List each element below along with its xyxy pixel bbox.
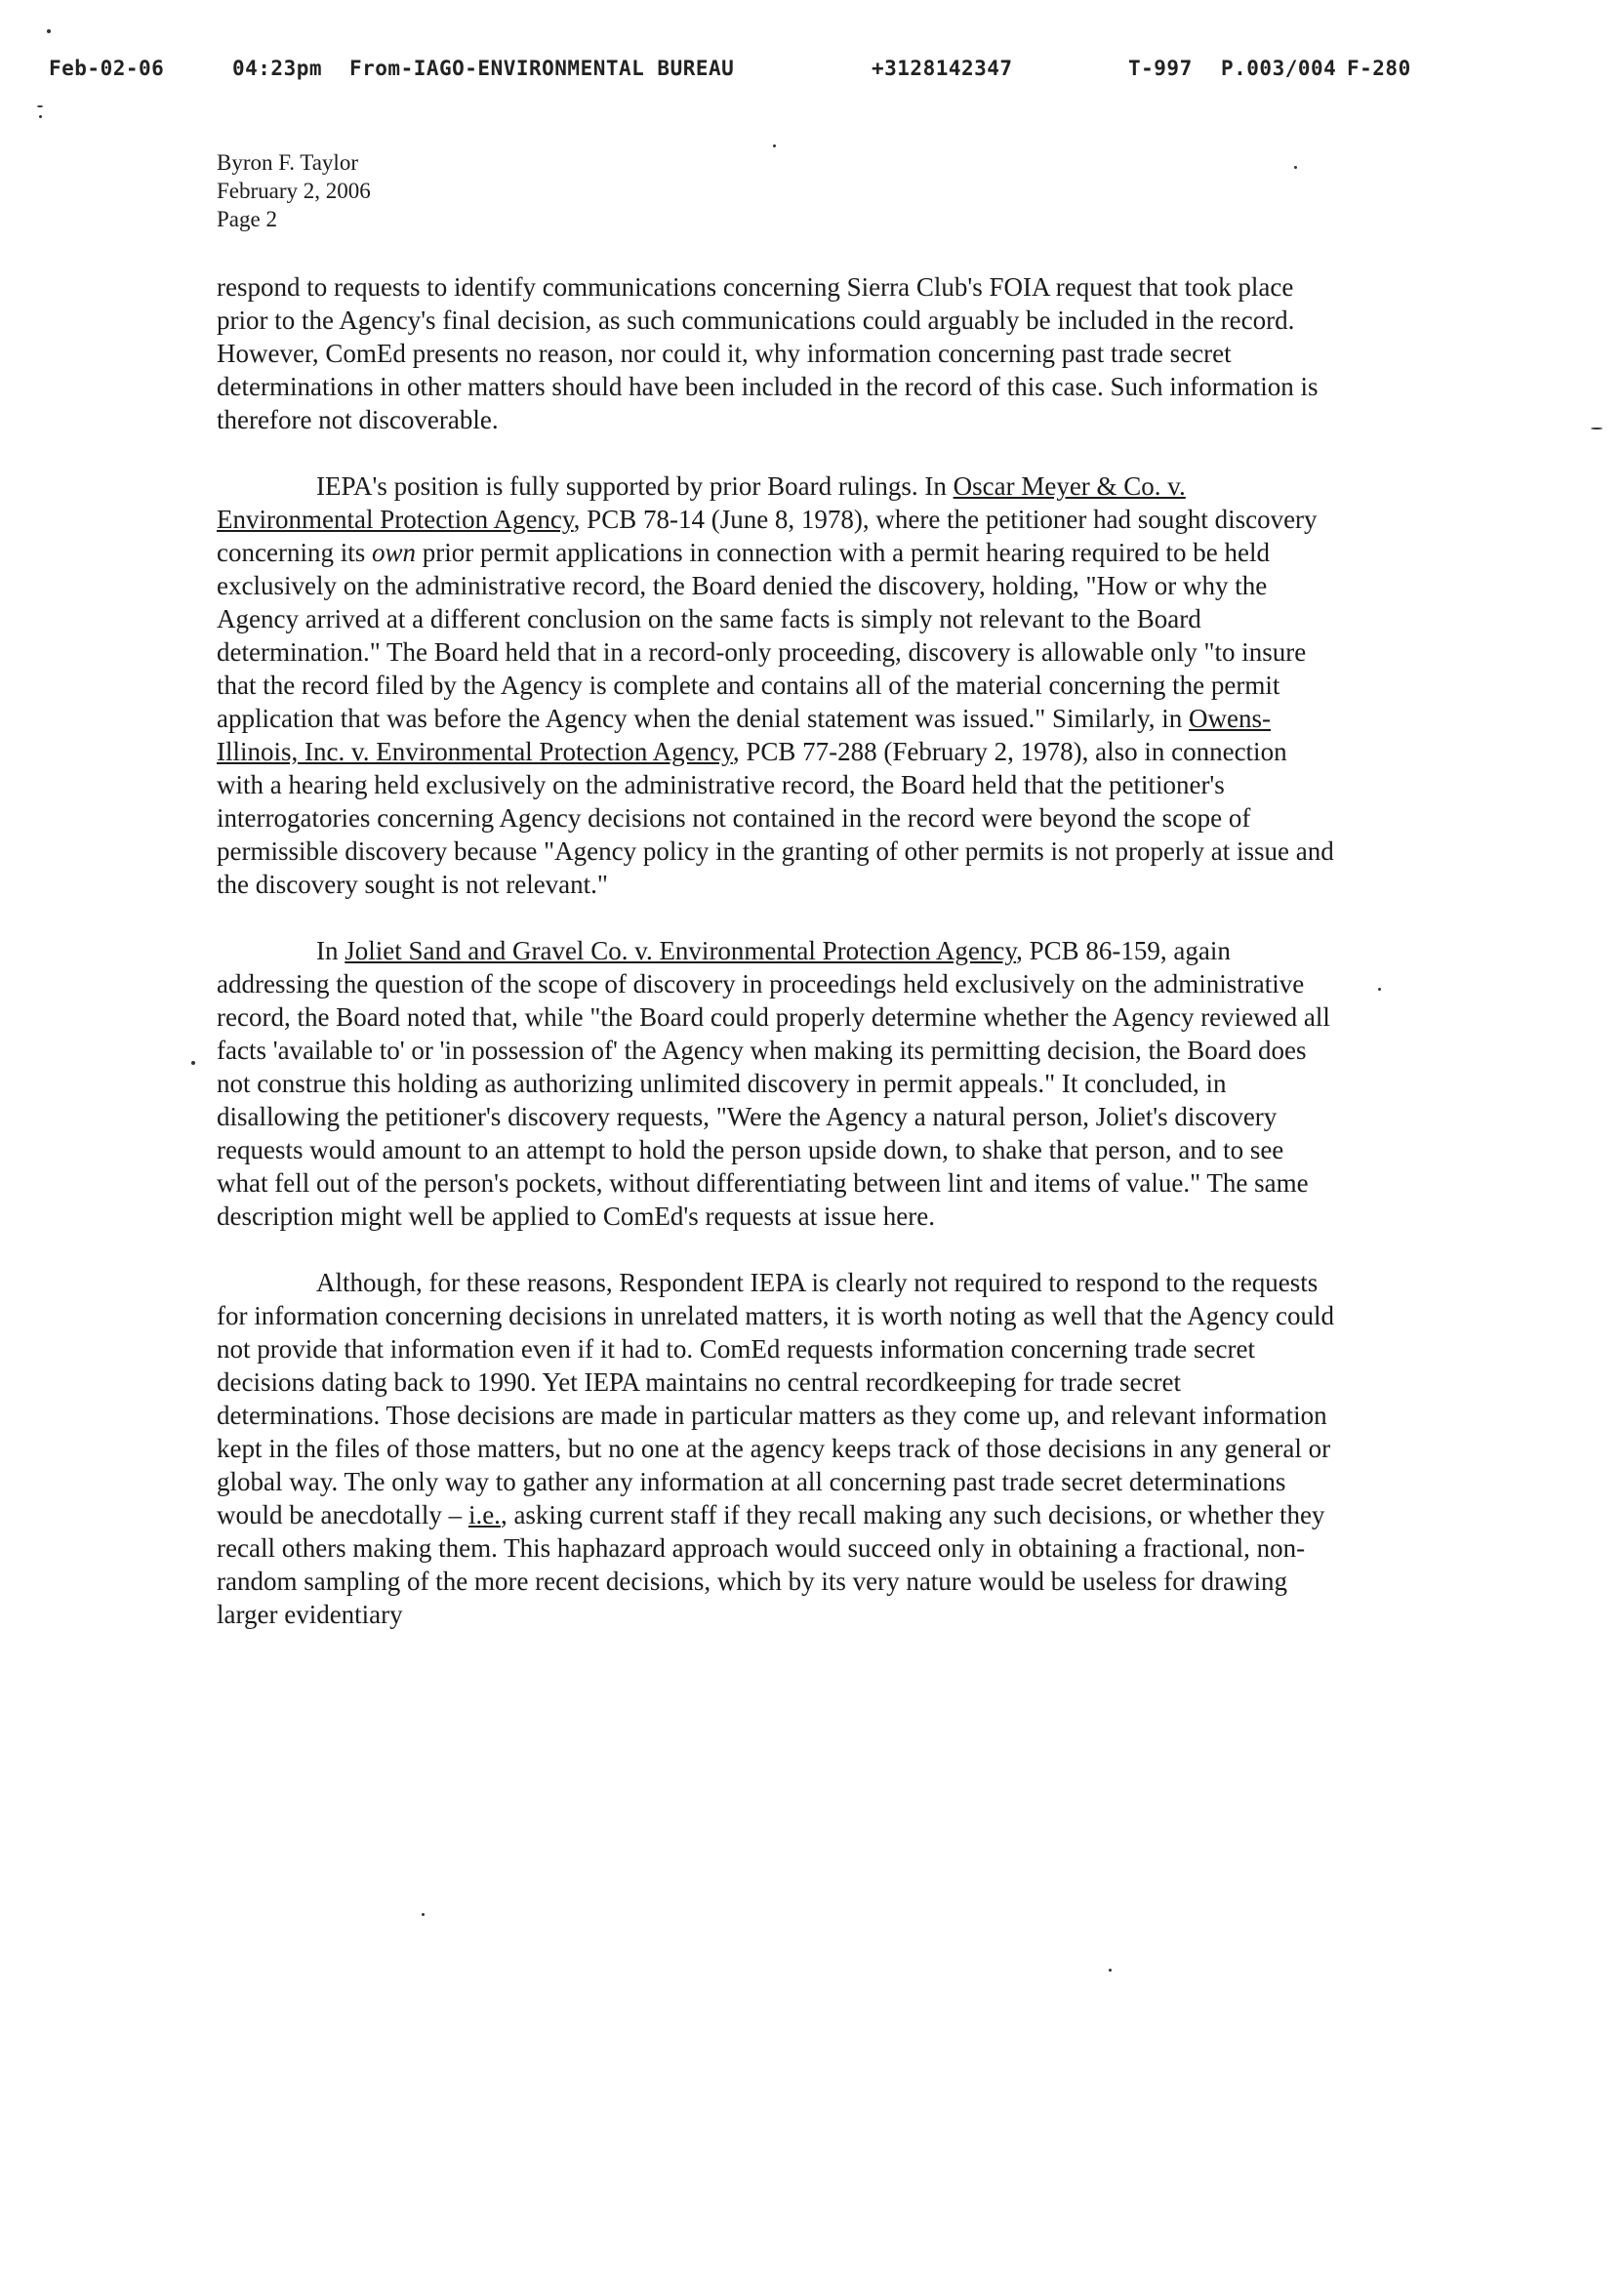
case-citation-oscar-meyer: Oscar Meyer & Co. v. Environmental Protection Agency [217,471,1186,534]
paragraph-1-text: respond to requests to identify communications concerning Sierra Club's FOIA request that took place prior to the Agency's final decision, as such communications could arguably be included in the record. However, ComEd presents no reason, nor could it, why information concerning past trade secret determinations in other matters should have been included in the record of this case. Such information is therefore not discoverable. [217,272,1319,434]
abbreviation-ie: i.e. [467,1500,501,1529]
emphasis-own: own [371,538,416,567]
case-citation-owens-illinois: Owens-Illinois, Inc. v. Environmental Protection Agency [217,704,1271,766]
fax-form-number: F-280 [1347,57,1411,80]
letter-body [217,148,1337,1664]
fax-header [0,57,1624,90]
case-citation-joliet: Joliet Sand and Gravel Co. v. Environmental Protection Agency [345,936,1017,965]
letter-header-block [217,148,1337,233]
scan-speck [1109,1969,1112,1972]
scan-speck [47,29,51,33]
scan-speck [1591,428,1603,429]
recipient-name: Byron F. Taylor [217,150,358,175]
paragraph-4-text-b: , asking current staff if they recall making any such decisions, or whether they recall others making them. This haphazard approach would succeed only in obtaining a fractional, non-random sampling of the more recent decisions, which by its very nature would be useless for drawing larger evidentiary [217,1500,1325,1629]
scan-speck [422,1913,425,1916]
paragraph-2-text-b: , PCB 78-14 (June 8, 1978), where the petitioner had sought discovery concerning its [217,505,1318,567]
fax-page-number: P.003/004 [1221,57,1337,80]
scan-speck [1378,988,1381,991]
fax-phone: +3128142347 [872,57,1013,80]
paragraph-2-text-d: , PCB 77-288 (February 2, 1978), also in connection with a hearing held exclusively on the administrative record, the Board held that the petitioner's interrogatories concerning Agency decisions not contained in the record were beyond the scope of permissible discovery because "Agency policy in the granting of other permits is not properly at issue and the discovery sought is not relevant." [217,737,1334,899]
fax-time: 04:23pm [232,57,323,80]
paragraph-3-text-b: , PCB 86-159, again addressing the question of the scope of discovery in proceedings held exclusively on the administrative record, the Board noted that, while "the Board could properly determine whether the Agency reviewed all facts 'available to' or 'in possession of' the Agency when making its permitting decision, the Board does not construe this holding as authorizing unlimited discovery in permit appeals." It concluded, in disallowing the petitioner's discovery requests, "Were the Agency a natural person, Joliet's discovery requests would amount to an attempt to hold the person upside down, to shake that person, and to see what fell out of the person's pockets, without differentiating between lint and items of value." The same description might well be applied to ComEd's requests at issue here. [217,936,1330,1231]
page-number: Page 2 [217,207,277,231]
fax-date: Feb-02-06 [49,57,165,80]
fax-sender: From-IAGO-ENVIRONMENTAL BUREAU [349,57,735,80]
paragraph-4 [217,1266,1337,1631]
paragraph-2 [217,469,1337,901]
paragraph-2-text-c: prior permit applications in connection with a permit hearing required to be held exclusively on the administrative record, the Board denied the discovery, holding, "How or why the Agency arrived at a different conclusion on the same facts is simply not relevant to the Board determination." The Board held that in a record-only proceeding, discovery is allowable only "to insure that the record filed by the Agency is complete and contains all of the material concerning the permit application that was before the Agency when the denial statement was issued." Similarly, in [217,538,1307,733]
paragraph-3 [217,934,1337,1233]
scan-speck [37,105,43,107]
scan-speck [39,115,42,118]
fax-transmission-number: T-997 [1128,57,1193,80]
scan-speck [191,1061,195,1065]
paragraph-1 [217,270,1337,436]
scan-speck [773,144,776,147]
paragraph-3-text-a: In [316,936,345,965]
paragraph-4-text-a: Although, for these reasons, Respondent IEPA is clearly not required to respond to the requests for information concerning decisions in unrelated matters, it is worth noting as well that the Agency could not provide that information even if it had to. ComEd requests information concerning trade secret decisions dating back to 1990. Yet IEPA maintains no central recordkeeping for trade secret determinations. Those decisions are made in particular matters as they come up, and relevant information kept in the files of those matters, but no one at the agency keeps track of those decisions in any general or global way. The only way to gather any information at all concerning past trade secret determinations would be anecdotally – [217,1268,1334,1529]
letter-date: February 2, 2006 [217,179,371,203]
paragraph-2-text-a: IEPA's position is fully supported by prior Board rulings. In [316,471,954,501]
